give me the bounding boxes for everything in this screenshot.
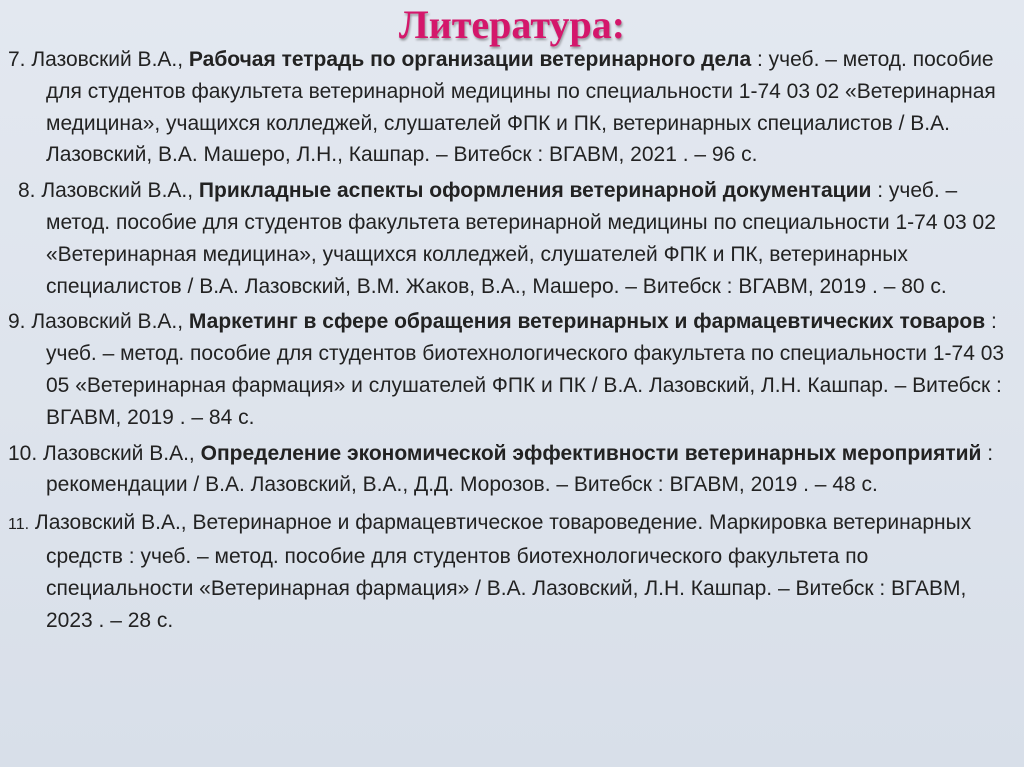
reference-number: 7. [8, 48, 26, 71]
reference-number: 8. [18, 179, 36, 203]
reference-item-9 [8, 306, 1014, 433]
reference-author: Лазовский В.А., [31, 310, 184, 334]
reference-title: Прикладные аспекты оформления ветеринарной документации [198, 179, 872, 203]
reference-item-10 [8, 438, 1014, 502]
reference-number: 10. [8, 441, 38, 465]
reference-item-11 [8, 507, 1014, 636]
reference-number: 11. [8, 516, 30, 534]
reference-details: : учеб. – метод. пособие для студентов биотехнологического факультета по специальности «Ветеринарная фармация» / В.А. Лазовский, Л.Н. Кашпар. – Витебск : ВГАВМ, 2023 . – 28 с. [46, 544, 967, 632]
reference-title: Определение экономической эффективности ветеринарных мероприятий [200, 441, 982, 465]
reference-title: Рабочая тетрадь по организации ветеринарного дела [188, 48, 752, 71]
reference-title: Ветеринарное и фармацевтическое товароведение. Маркировка ветеринарных средств [46, 511, 972, 568]
reference-details: : учеб. – метод. пособие для студентов биотехнологического факультета по специальности 1-74 03 05 «Ветеринарная фармация» и слушателей ФПК и ПК / В.А. Лазовский, Л.Н. Кашпар. – Витебск : ВГАВМ, 2019 . – 84 с. [46, 310, 1005, 429]
reference-details: : учеб. – метод. пособие для студентов факультета ветеринарной медицины по специальности 1-74 03 02 «Ветеринарная медицина», учащихся колледжей, слушателей ФПК и ПК, ветеринарных специалистов / В.А. Лазовский, В.М. Жаков, В.А., Машеро. – Витебск : ВГАВМ, 2019 . – 80 с. [46, 179, 996, 298]
reference-list [8, 44, 1014, 636]
reference-details: : учеб. – метод. пособие для студентов факультета ветеринарной медицины по специальности 1-74 03 02 «Ветеринарная медицина», учащихся колледжей, слушателей ФПК и ПК, ветеринарных специалистов / В.А. Лазовский, В.А. Машеро, Л.Н., Кашпар. – Витебск : ВГАВМ, 2021 . – 96 с. [46, 48, 996, 167]
reference-title: Маркетинг в сфере обращения ветеринарных и фармацевтических товаров [188, 310, 986, 334]
reference-details: : рекомендации / В.А. Лазовский, В.А., Д.Д. Морозов. – Витебск : ВГАВМ, 2019 . – 48 с. [46, 441, 994, 497]
slide-title: Литература: [398, 2, 626, 47]
reference-author: Лазовский В.А., [34, 511, 187, 535]
reference-item-8 [8, 175, 1014, 302]
reference-author: Лазовский В.А., [31, 48, 184, 71]
reference-item-7 [8, 44, 1014, 171]
reference-author: Лазовский В.А., [43, 441, 195, 465]
reference-number: 9. [8, 310, 26, 334]
reference-author: Лазовский В.А., [41, 179, 194, 203]
